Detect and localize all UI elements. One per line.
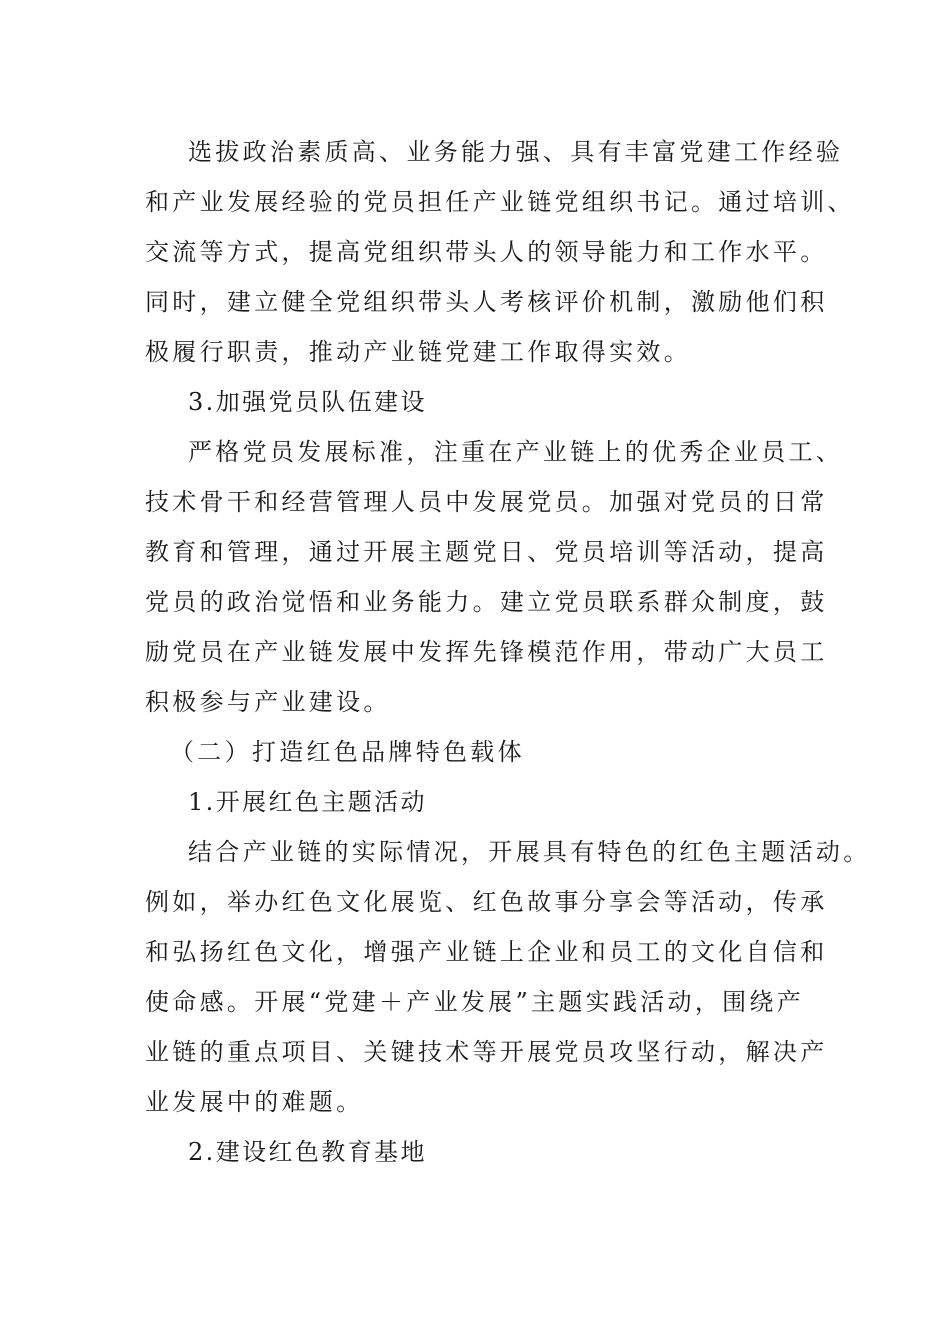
subsection-heading: 3.加强党员队伍建设 — [188, 388, 427, 416]
paragraph-line: 和弘扬红色文化，增强产业链上企业和员工的文化自信和 — [145, 938, 828, 966]
paragraph-line: 技术骨干和经营管理人员中发展党员。加强对党员的日常 — [145, 488, 828, 516]
subsection-heading: 1.开展红色主题活动 — [188, 788, 427, 816]
paragraph-line: 例如，举办红色文化展览、红色故事分享会等活动，传承 — [145, 888, 828, 916]
paragraph-line: 同时，建立健全党组织带头人考核评价机制，激励他们积 — [145, 288, 828, 316]
paragraph-line: 和产业发展经验的党员担任产业链党组织书记。通过培训、 — [145, 188, 855, 216]
paragraph-line: 积极参与产业建设。 — [145, 688, 391, 716]
paragraph-line: 教育和管理，通过开展主题党日、党员培训等活动，提高 — [145, 538, 828, 566]
paragraph-line: 业发展中的难题。 — [145, 1088, 364, 1116]
paragraph-line: 励党员在产业链发展中发挥先锋模范作用，带动广大员工 — [145, 638, 828, 666]
paragraph-line: 选拔政治素质高、业务能力强、具有丰富党建工作经验 — [188, 138, 844, 166]
paragraph-line: 业链的重点项目、关键技术等开展党员攻坚行动，解决产 — [145, 1038, 828, 1066]
paragraph-line: 交流等方式，提高党组织带头人的领导能力和工作水平。 — [145, 238, 828, 266]
paragraph-line: 使命感。开展“党建＋产业发展”主题实践活动，围绕产 — [145, 988, 805, 1016]
paragraph-line: 严格党员发展标准，注重在产业链上的优秀企业员工、 — [188, 438, 844, 466]
paragraph-line: 党员的政治觉悟和业务能力。建立党员联系群众制度，鼓 — [145, 588, 828, 616]
section-heading: （二）打造红色品牌特色载体 — [170, 738, 525, 766]
paragraph-line: 极履行职责，推动产业链党建工作取得实效。 — [145, 338, 691, 366]
paragraph-line: 结合产业链的实际情况，开展具有特色的红色主题活动。 — [188, 838, 871, 866]
subsection-heading: 2.建设红色教育基地 — [188, 1138, 427, 1166]
